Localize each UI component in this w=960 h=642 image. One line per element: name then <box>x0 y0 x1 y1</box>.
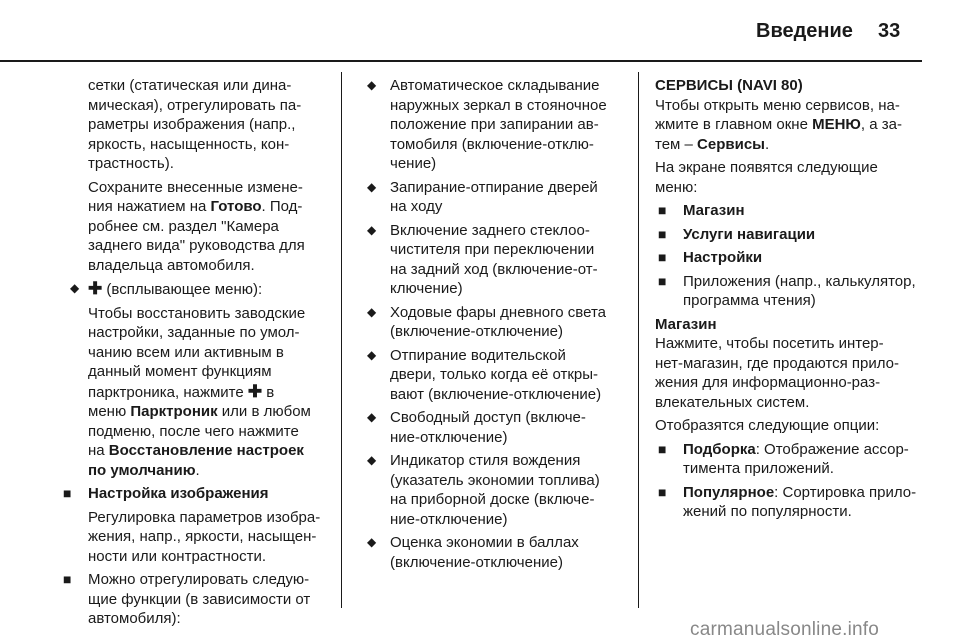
text-line <box>683 483 923 503</box>
text-line <box>683 440 923 460</box>
section-heading <box>655 76 923 96</box>
column-divider <box>341 72 342 608</box>
diamond-bullet-icon: ◆ <box>367 453 377 467</box>
text-line: настройки, заданные по умол- <box>88 324 300 341</box>
list-item <box>362 346 628 405</box>
column-divider <box>638 72 639 608</box>
text: (всплывающее меню): <box>102 281 263 298</box>
diamond-bullet-icon: ◆ <box>367 304 377 319</box>
list-item <box>362 221 628 299</box>
text-line: Индикатор стиля вождения <box>390 452 581 469</box>
text-line: Отобразятся следующие опции: <box>655 417 880 434</box>
text: в <box>262 383 275 401</box>
bold-term: Готово <box>210 198 262 215</box>
heading-text: Магазин <box>655 315 717 333</box>
text: жмите в главном окне <box>655 116 813 133</box>
text-line: меню: <box>655 178 698 196</box>
text: . <box>195 461 200 479</box>
text-line <box>88 402 326 422</box>
square-bullet-icon: ■ <box>658 440 667 457</box>
text-line: ние-отключение) <box>390 510 508 528</box>
bold-term: Восстановление настроек <box>108 442 304 459</box>
text-line <box>655 115 923 135</box>
list-item <box>362 408 628 447</box>
page-header <box>0 0 960 60</box>
text: меню <box>88 403 131 420</box>
bold-term: по умолчанию <box>88 461 196 479</box>
text-line: жения, напр., яркости, насыщен- <box>88 528 317 545</box>
square-bullet-icon: ■ <box>63 571 72 587</box>
paragraph <box>60 178 326 276</box>
list-item <box>655 248 923 268</box>
bold-term: Сервисы <box>697 135 765 153</box>
text-line: жений по популярности. <box>683 503 852 520</box>
list-item <box>655 483 923 522</box>
list-item <box>60 279 326 300</box>
square-bullet-icon: ■ <box>63 485 72 501</box>
diamond-bullet-icon: ◆ <box>367 535 377 549</box>
text-line: Можно отрегулировать следую- <box>88 571 310 588</box>
text-line <box>88 197 326 217</box>
text-line <box>88 279 326 300</box>
list-item <box>60 570 326 629</box>
bold-term: МЕНЮ <box>812 116 861 133</box>
text: , а за- <box>860 116 902 133</box>
text-line: Приложения (напр., калькулятор, <box>683 272 916 290</box>
paragraph <box>655 158 923 197</box>
bold-term: Услуги навигации <box>683 225 816 243</box>
text-line: данный момент функциям <box>88 363 272 380</box>
text-line: (включение-отключение) <box>390 553 563 571</box>
text-line: Чтобы открыть меню сервисов, на- <box>655 96 900 114</box>
section-heading <box>655 315 923 335</box>
text-line: подменю, после чего нажмите <box>88 422 299 440</box>
list-item <box>362 178 628 217</box>
text-line: вают (включение-отключение) <box>390 385 602 403</box>
bold-term: Парктроник <box>130 403 218 420</box>
text-line: ности или контрастности. <box>88 547 267 565</box>
text-line: ключение) <box>390 280 463 297</box>
diamond-bullet-icon: ◆ <box>70 281 80 295</box>
text-line: чанию всем или активным в <box>88 343 284 361</box>
paragraph <box>655 334 923 412</box>
header-title: Введение <box>756 20 853 42</box>
paragraph <box>60 76 326 174</box>
text-line: программа чтения) <box>683 292 816 309</box>
plus-icon: ✚ <box>88 279 103 298</box>
paragraph <box>60 304 326 481</box>
text-line: яркость, насыщенность, кон- <box>88 135 290 153</box>
bold-term: Подборка <box>683 440 756 458</box>
text-line: влекательных систем. <box>655 393 810 411</box>
text: тем – <box>655 135 698 153</box>
text-line: томобиля (включение-отклю- <box>390 135 594 153</box>
list-item <box>655 440 923 479</box>
text-line <box>655 135 923 155</box>
list-item <box>362 451 628 529</box>
bold-term: Настройки <box>683 249 763 266</box>
text: на <box>88 442 109 459</box>
text-line: Оценка экономии в баллах <box>390 534 579 551</box>
header-rule <box>0 60 922 62</box>
text-line: Запирание-отпирание дверей <box>390 178 598 196</box>
list-item <box>655 272 923 311</box>
text-line: автомобиля): <box>88 610 181 627</box>
list-item <box>655 201 923 221</box>
text-line: Ходовые фары дневного света <box>390 303 606 321</box>
text-line: Сохраните внесенные измене- <box>88 178 303 196</box>
list-item <box>60 484 326 566</box>
text-line: (указатель экономии топлива) <box>390 471 600 489</box>
text-line: чение) <box>390 155 437 172</box>
text-line: Нажмите, чтобы посетить интер- <box>655 335 884 352</box>
text-line: на приборной доске (включе- <box>390 491 595 508</box>
text-line: тимента приложений. <box>683 460 834 477</box>
text-line: владельца автомобиля. <box>88 256 255 274</box>
square-bullet-icon: ■ <box>658 483 667 500</box>
square-bullet-icon: ■ <box>658 249 667 265</box>
text-line <box>88 461 326 481</box>
square-bullet-icon: ■ <box>658 272 667 289</box>
text-line: Регулировка параметров изобра- <box>88 508 321 526</box>
watermark: carmanualsonline.info <box>690 619 880 640</box>
text-line: Свободный доступ (включе- <box>390 409 586 426</box>
text-line: раметры изображения (напр., <box>88 116 296 133</box>
list-item <box>655 225 923 245</box>
text-line: Автоматическое складывание <box>390 77 600 94</box>
text: . Под- <box>261 198 303 215</box>
list-item <box>362 533 628 572</box>
text-line: Чтобы восстановить заводские <box>88 304 306 322</box>
text-line: нет-магазин, где продаются прило- <box>655 354 899 372</box>
text-line: наружных зеркал в стояночное <box>390 96 607 114</box>
diamond-bullet-icon: ◆ <box>367 410 377 424</box>
text-line: Отпирание водительской <box>390 346 566 364</box>
text-line: робнее см. раздел "Камера <box>88 217 279 235</box>
text-line: ние-отключение) <box>390 428 508 446</box>
text-line: сетки (статическая или дина- <box>88 77 292 94</box>
text: . <box>764 135 770 153</box>
plus-icon: ✚ <box>247 381 263 401</box>
column-3 <box>655 76 923 522</box>
text-line <box>88 484 326 504</box>
text-line: трастность). <box>88 155 174 172</box>
column-2 <box>362 76 628 572</box>
text: : Отображение ассор- <box>755 440 909 458</box>
column-1 <box>60 76 326 629</box>
list-item <box>362 76 628 174</box>
text-line: жения для информационно-раз- <box>655 374 881 391</box>
text-line: на задний ход (включение-от- <box>390 260 598 278</box>
square-bullet-icon: ■ <box>658 225 667 242</box>
text-line: двери, только когда её откры- <box>390 366 599 383</box>
text-line <box>88 382 326 403</box>
text: : Сортировка прило- <box>774 483 917 501</box>
text-line: щие функции (в зависимости от <box>88 590 311 608</box>
text: ния нажатием на <box>88 198 211 215</box>
text: парктроника, нажмите <box>88 383 248 401</box>
text-line: положение при запирании ав- <box>390 116 599 133</box>
text-line: на ходу <box>390 198 443 215</box>
heading-text: СЕРВИСЫ (NAVI 80) <box>655 77 803 94</box>
list-item <box>362 303 628 342</box>
text: или в любом <box>217 403 311 420</box>
page-number: 33 <box>878 20 901 42</box>
text-line: На экране появятся следующие <box>655 159 878 176</box>
text-line: заднего вида" руководства для <box>88 237 305 254</box>
bold-term: Магазин <box>683 202 745 219</box>
bold-term: Популярное <box>683 483 775 501</box>
diamond-bullet-icon: ◆ <box>367 78 377 92</box>
diamond-bullet-icon: ◆ <box>367 347 377 362</box>
diamond-bullet-icon: ◆ <box>367 179 377 194</box>
text-line: мическая), отрегулировать па- <box>88 96 302 114</box>
text-line <box>88 441 326 461</box>
bold-term: Настройка изображения <box>88 485 269 502</box>
text-line: Включение заднего стеклоо- <box>390 221 590 239</box>
square-bullet-icon: ■ <box>658 202 667 218</box>
diamond-bullet-icon: ◆ <box>367 222 377 237</box>
text-line: чистителя при переключении <box>390 241 595 258</box>
text-line: (включение-отключение) <box>390 323 563 340</box>
